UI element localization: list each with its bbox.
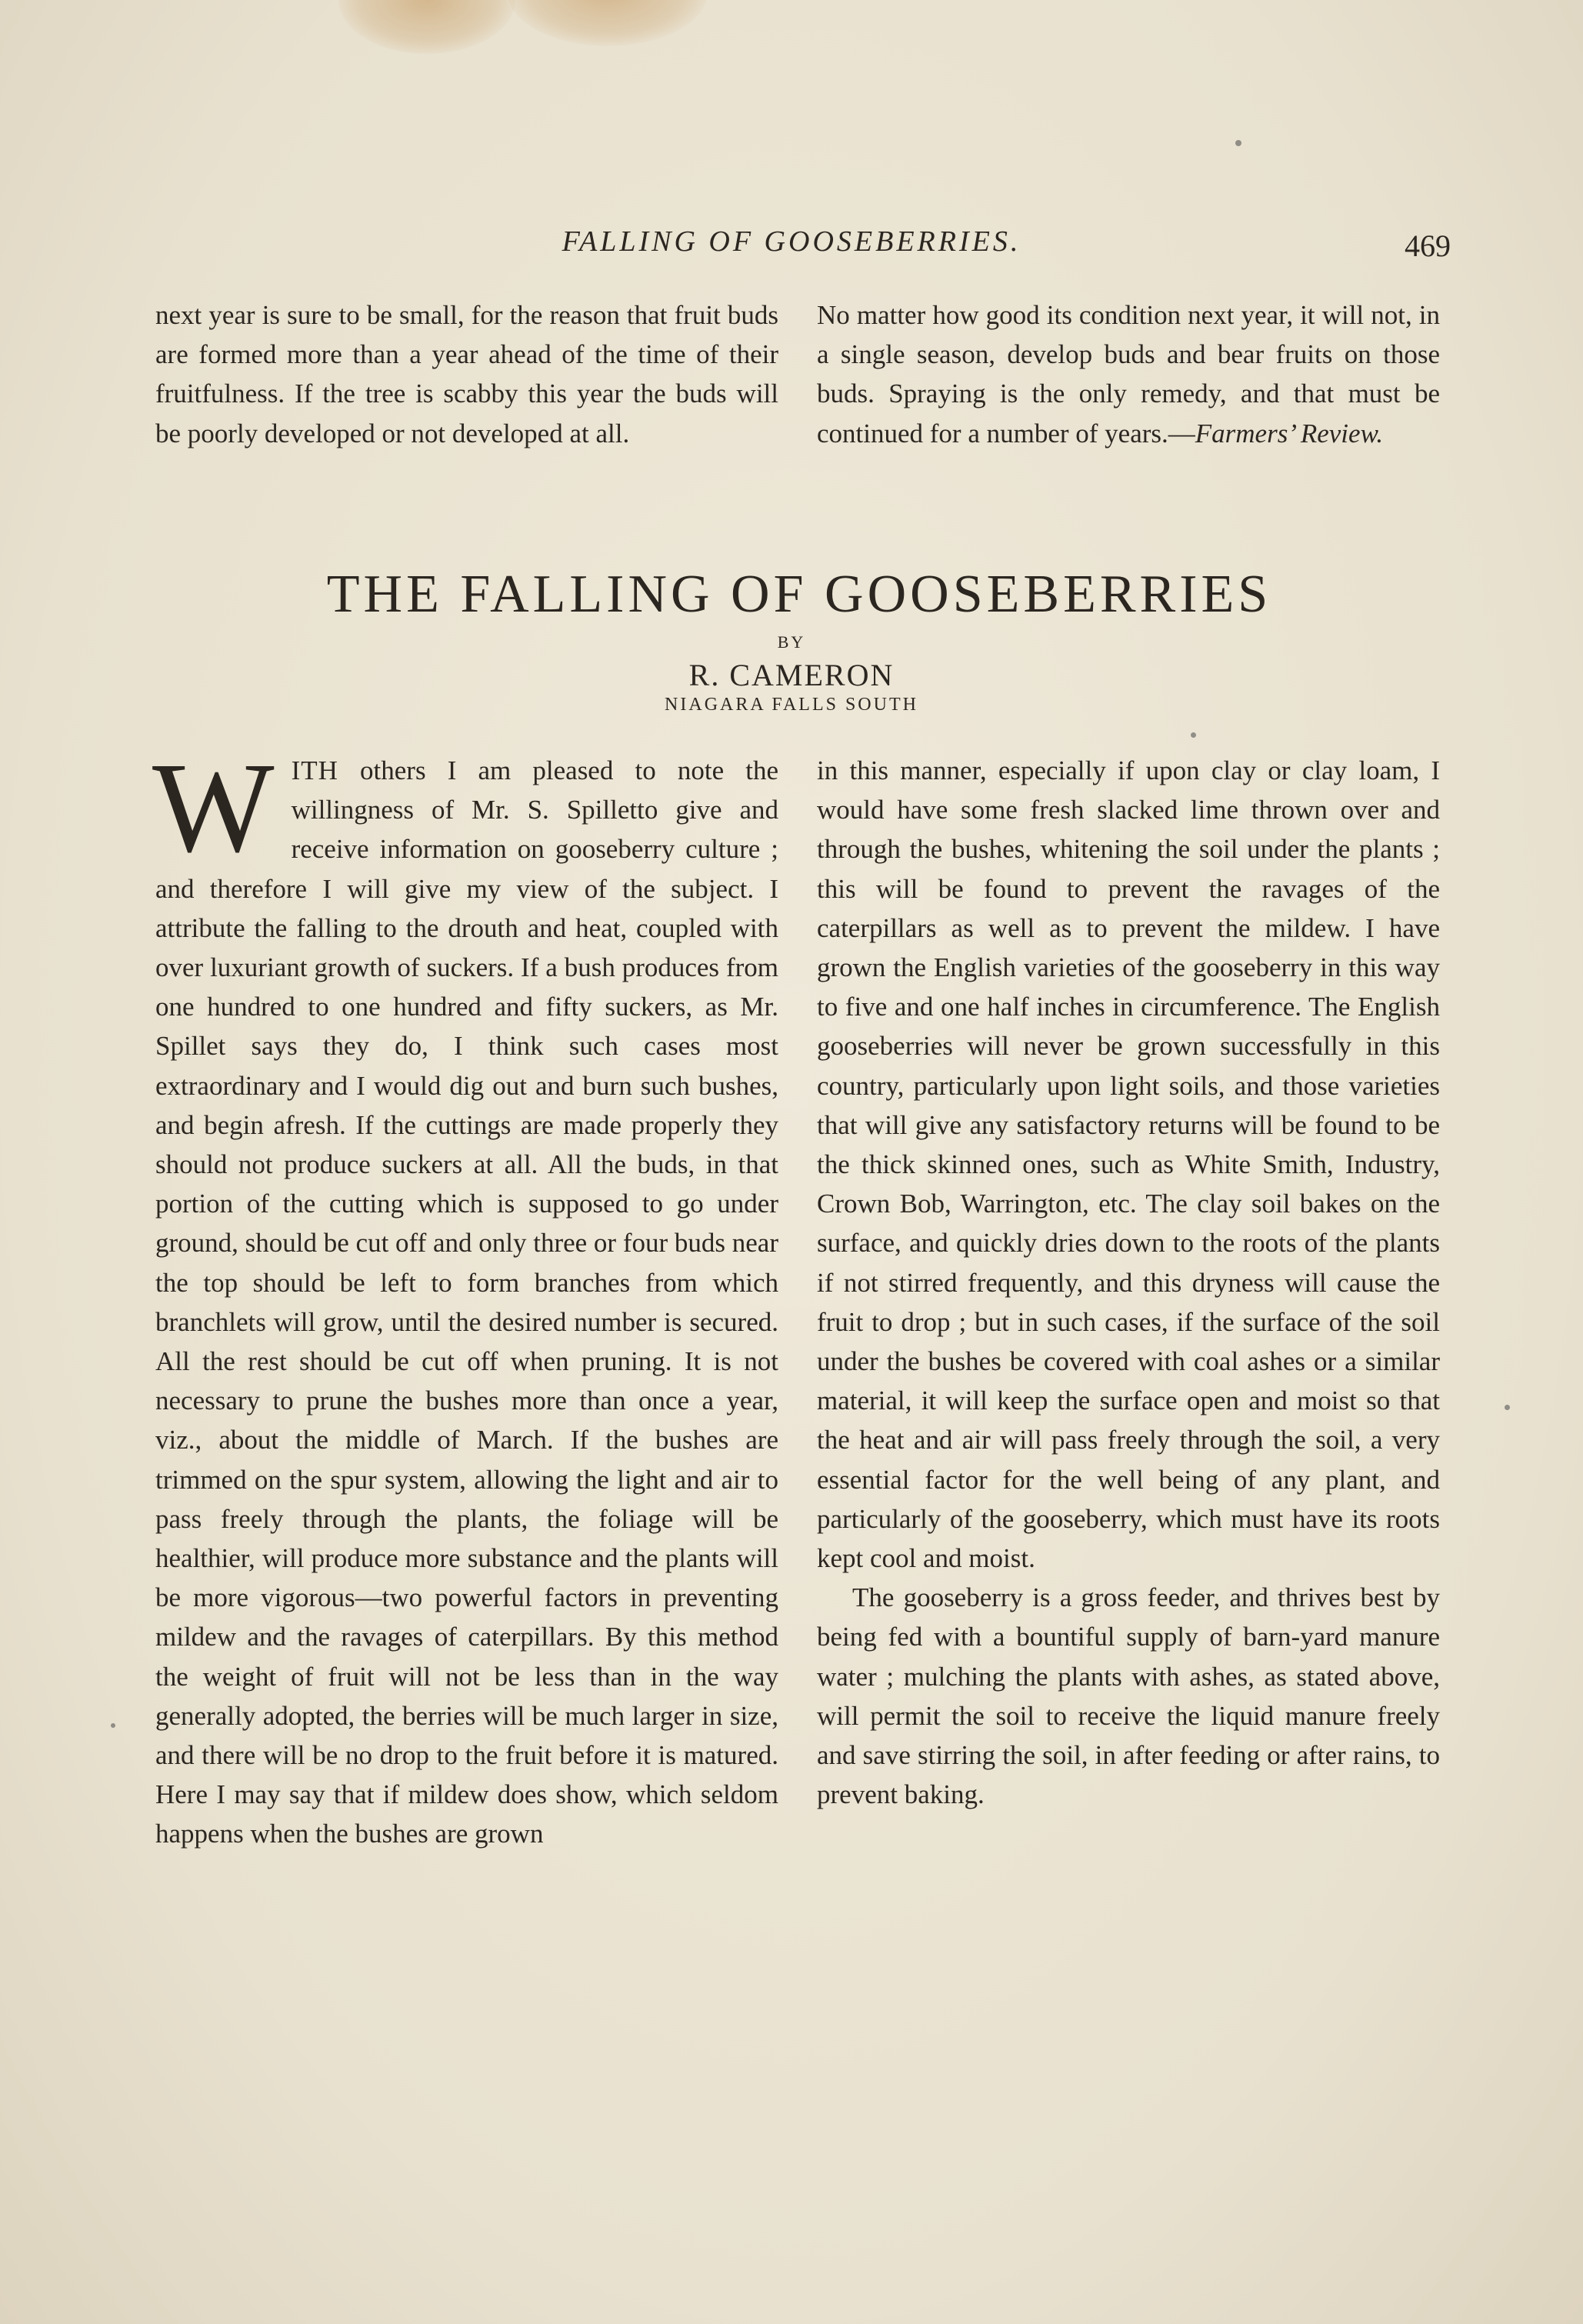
continuation-right-paragraph xyxy=(817,295,1440,453)
article-paragraph xyxy=(152,736,779,1854)
article-paragraph: The gooseberry is a gross feeder, and thrives best by being fed with a bountiful supply of barn-yard manure water ; mulching the plants with ashes, as stated above, will permit the soil to receive the liquid manure freely and save stirring the soil, in after feeding or after rains, to prevent baking. xyxy=(817,1582,1440,1810)
page-number: 469 xyxy=(1405,228,1451,263)
article-title: THE FALLING OF GOOSEBERRIES xyxy=(326,565,1272,624)
article-right-column xyxy=(817,751,1440,1814)
ink-speck xyxy=(1191,732,1196,738)
author-name: R. CAMERON xyxy=(688,658,895,692)
first-word-rest: ITH xyxy=(291,755,338,785)
drop-cap: W xyxy=(152,736,275,879)
running-head xyxy=(154,225,1451,271)
article-paragraph: in this manner, especially if upon clay or clay loam, I would have some fresh slacked lime thrown over and through the bushes, whitening the soil under the plants ; this will be found to prevent the ravages of the caterpillars as well as to prevent the mildew. I have grown the English varieties of the gooseberry in this way to five and one half inches in circumference. The English gooseberries will never be grown successfully in this country, particularly upon light soils, and those varieties that will give any satisfactory returns will be found to be the thick skinned ones, such as White Smith, Industry, Crown Bob, Warrington, etc. The clay soil bakes on the surface, and quickly dries down to the roots of the plants if not stirred frequently, and this dryness will cause the fruit to drop ; but in such cases, if the surface of the soil under the bushes be covered with coal ashes or a similar material, it will keep the surface open and moist so that the heat and air will pass freely through the soil, a very essential factor for the well being of any plant, and particularly of the gooseberry, which must have its roots kept cool and moist. xyxy=(817,755,1440,1574)
continuation-right-column xyxy=(817,295,1440,453)
running-title: FALLING OF GOOSEBERRIES. xyxy=(562,225,1021,258)
article-left-column xyxy=(152,736,779,1854)
continuation-left-column xyxy=(155,295,778,453)
continuation-left-text: next year is sure to be small, for the reason that fruit buds are formed more than a year ahead of the time of their fruitfulness. If the tree is scabby this year the buds will be poorly developed or not developed at all. xyxy=(155,300,778,448)
byline-by: BY xyxy=(777,632,806,652)
ink-speck xyxy=(1235,140,1241,146)
water-stain xyxy=(508,0,708,46)
article-text: others I am pleased to note the willingness of Mr. S. Spilletto give and receive information on gooseberry culture ; and therefore I will give my view of the subject. I attribute the falling to the drouth and heat, coupled with over luxuriant growth of suckers. If a bush produces from one hundred to one hundred and fifty suckers, as Mr. Spillet says they do, I think such cases most extraordinary and I would dig out and burn such bushes, and begin afresh. If the cuttings are made properly they should not produce suckers at all. All the buds, in that portion of the cutting which is supposed to go under ground, should be cut off and only three or four buds near the top should be left to form branches from which branchlets will grow, until the desired number is secured. All the rest should be cut off when pruning. It is not necessary to prune the bushes more than once a year, viz., about the middle of March. If the bushes are trimmed on the spur system, allowing the light and air to pass freely through the plants, the foliage will be healthier, will produce more substance and the plants will be more vigorous—two powerful factors in preventing mildew and the ravages of caterpillars. By this method the weight of fruit will not be less than in the way generally adopted, the berries will be much larger in size, and there will be no drop to the fruit before it is matured. Here I may say that if mildew does show, which seldom happens when the bushes are grown xyxy=(155,755,779,1849)
source-credit: Farmers’ Review. xyxy=(1195,418,1384,448)
continuation-right-text: No matter how good its condition next year, it will not, in a single season, develop buds and bear fruits on those buds. Spraying is the only remedy, and that must be continued for a number of years.— xyxy=(817,300,1440,448)
ink-speck xyxy=(1505,1405,1510,1410)
article-header xyxy=(0,560,1583,715)
author-location: NIAGARA FALLS SOUTH xyxy=(665,695,918,715)
ink-speck xyxy=(111,1723,115,1728)
water-stain xyxy=(338,0,515,54)
